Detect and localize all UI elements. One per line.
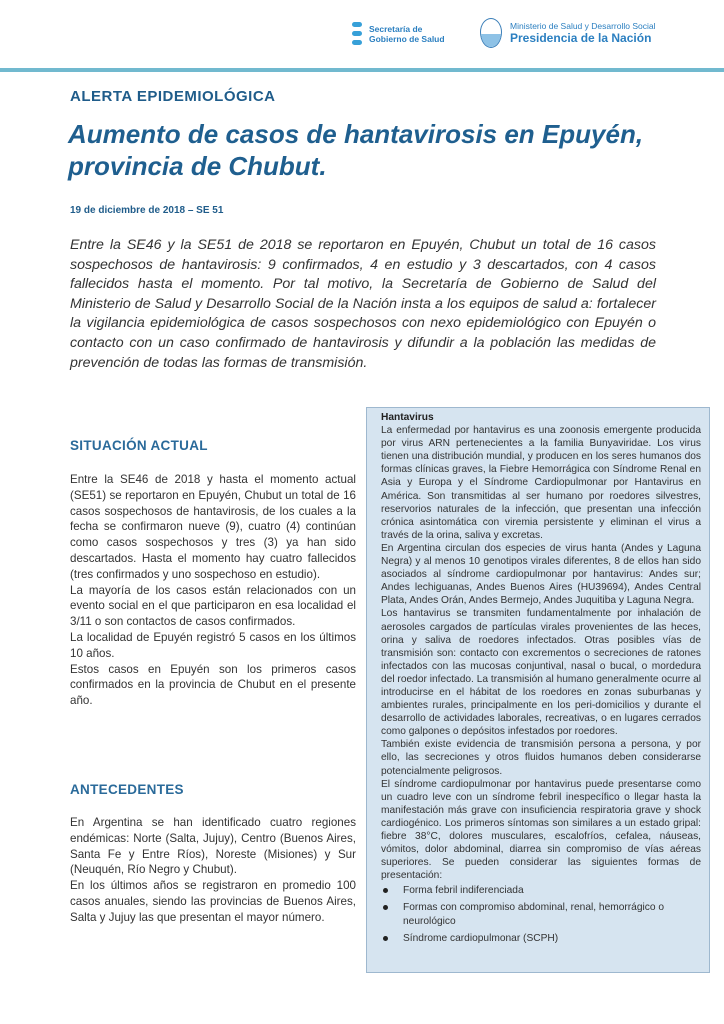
info-box-title: Hantavirus [381, 412, 434, 423]
presentation-forms-list [381, 884, 701, 944]
page-header [0, 0, 724, 70]
document-kicker: ALERTA EPIDEMIOLÓGICA [70, 88, 276, 105]
national-shield-icon [480, 18, 502, 48]
list-item-text: Formas con compromiso abdominal, renal, hemorrágico o neurológico [403, 902, 665, 927]
secretaria-logo-line2: Gobierno de Salud [369, 34, 445, 44]
list-item [381, 932, 701, 945]
situacion-heading: SITUACIÓN ACTUAL [70, 438, 208, 453]
bullet-icon [383, 936, 388, 941]
antecedentes-paragraph: En Argentina se han identificado cuatro regiones endémicas: Norte (Salta, Jujuy), Centro (Buenos Aires, Santa Fe y Entre Ríos), Noreste (Misiones) y Sur (Neuquén, Río Negro y Chubut). [70, 816, 356, 877]
hantavirus-info-box [366, 407, 710, 973]
situacion-paragraph: Estos casos en Epuyén son los primeros casos confirmados en la provincia de Chubut en el presente año. [70, 662, 356, 708]
info-box-paragraph: En Argentina circulan dos especies de virus hanta (Andes y Laguna Negra) y al menos 10 genotipos virales diferentes, 8 de ellos han sido asociados al síndrome cardiopulmonar por hantavirus: Andes sur; Andes lechiguanas, Andes Buenos Aires (HU39694), Andes Central Plata, Andes Orán, Andes Bermejo, Andes Juquitiba y Laguna Negra. [381, 542, 701, 607]
situacion-paragraph: Entre la SE46 de 2018 y hasta el momento actual (SE51) se reportaron en Epuyén, Chubut un total de 16 casos sospechosos de hantavirosis, de los cuales a la fecha se confirmaron nueve (9), cuatro (4) continúan como casos sospechosos y tres (3) ya han sido descartados. Hasta el momento hay cuatro fallecidos (tres confirmados y uno sospechoso en estudio). [70, 473, 356, 581]
situacion-paragraph: La localidad de Epuyén registró 5 casos en los últimos 10 años. [70, 630, 356, 660]
lead-paragraph: Entre la SE46 y la SE51 de 2018 se reportaron en Epuyén, Chubut un total de 16 casos sospechosos de hantavirosis: 9 confirmados, 4 en estudio y 3 descartados, con 4 casos fallecidos hasta el momento. Por tal motivo, la Secretaría de Gobierno de Salud del Ministerio de Salud y Desarrollo Social de la Nación insta a los equipos de salud a: fortalecer la vigilancia epidemiológica de casos sospechosos con nexo epidemiológico con Epuyén o contacto con un caso confirmado de hantavirosis y difundir a la población las medidas de prevención de todas las formas de transmisión. [70, 237, 656, 371]
bullet-icon [383, 905, 388, 910]
antecedentes-paragraph: En los últimos años se registraron en promedio 100 casos anuales, siendo las provincias de Buenos Aires, Salta y Jujuy las que presentan el mayor número. [70, 879, 356, 924]
document-title: Aumento de casos de hantavirosis en Epuyén, provincia de Chubut. [68, 119, 644, 181]
ministerio-logo-line1: Ministerio de Salud y Desarrollo Social [510, 21, 656, 31]
bullet-icon [383, 888, 388, 893]
header-divider [0, 68, 724, 72]
list-item [381, 901, 701, 927]
info-box-paragraph: La enfermedad por hantavirus es una zoonosis emergente producida por virus ARN pertenecientes a la familia Bunyaviridae. Los virus tienen una distribución mundial, y producen en los seres humanos dos formas clínicas graves, la Fiebre Hemorrágica con Síndrome Renal en Asia y Europa y el Síndrome Cardiopulmonar por Hantavirus en América. Son transmitidas al ser humano por roedores silvestres, reservorios naturales de la infección, que presentan una infección crónica asintomática con viremia persistente y eliminan el virus a través de la orina, saliva y excretas. [381, 425, 701, 541]
info-box-paragraph: Los hantavirus se transmiten fundamentalmente por inhalación de aerosoles cargados de partículas virales provenientes de las heces, orina y saliva de roedores infectados. Otras posibles vías de transmisión son: contacto con excrementos o secreciones de ratones infectados con las mucosas conjuntival, nasal o bucal, o mordedura del roedor infectado. La transmisión al humano generalmente ocurre al introducirse en el hábitat de los roedores en zonas suburbanas y ambientes rurales, principalmente en los peri-domicilios y durante el desarrollo de actividades laborales, recreativas, o en lugares cerrados como galpones o depósitos infestados por roedores. [381, 608, 701, 738]
list-item-text: Forma febril indiferenciada [403, 885, 524, 897]
secretaria-logo-line1: Secretaría de [369, 24, 423, 34]
list-item-text: Síndrome cardiopulmonar (SCPH) [403, 932, 559, 944]
situacion-paragraph: La mayoría de los casos están relacionados con un evento social en el que participaron en esa localidad el 3/11 o son contactos de casos confirmados. [70, 583, 356, 629]
list-item [381, 884, 701, 897]
situacion-body [70, 472, 356, 709]
secretaria-logo-icon [352, 22, 362, 46]
document-date: 19 de diciembre de 2018 – SE 51 [70, 205, 224, 216]
secretaria-logo [352, 22, 445, 46]
antecedentes-body [70, 815, 356, 926]
info-box-paragraph: También existe evidencia de transmisión persona a persona, y por ello, las secreciones y otros fluidos humanos deben considerarse potencialmente peligrosos. [381, 739, 701, 777]
info-box-paragraph: El síndrome cardiopulmonar por hantavirus puede presentarse como un cuadro leve con un síndrome febril inespecífico o llegar hasta la manifestación más grave con insuficiencia respiratoria grave y shock cardiogénico. Los primeros síntomas son similares a un estado gripal: fiebre 38°C, dolores musculares, escalofríos, cefalea, náuseas, vómitos, dolor abdominal, diarrea sin compromiso de vías aéreas superiores. Se pueden considerar las siguientes formas de presentación: [381, 778, 701, 882]
antecedentes-heading: ANTECEDENTES [70, 782, 184, 797]
ministerio-logo [480, 18, 656, 48]
ministerio-logo-line2: Presidencia de la Nación [510, 31, 652, 45]
